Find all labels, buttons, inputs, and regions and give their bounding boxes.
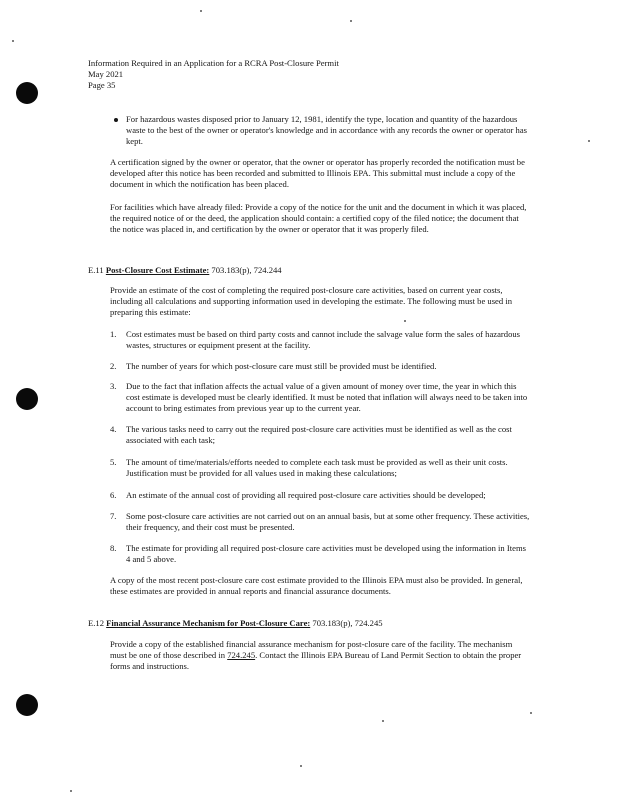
financial-assurance-text-b: . Contact the Illinois EPA Bureau of Land Permit Section to obtain the proper forms and instructions. xyxy=(110,650,522,671)
already-filed-text: For facilities which have already filed: Provide a copy of the notice for the unit and the document in which it was placed, the required notice of or the deed, the application should contain: a certified copy of the filed notice; the document that the notice was placed in, and certification by the owner or operator that it was properly filed. xyxy=(110,202,527,234)
list-item-text: An estimate of the annual cost of providing all required post-closure care activities should be developed; xyxy=(126,490,486,500)
scan-speck xyxy=(588,140,590,142)
list-item-text: Some post-closure care activities are not carried out on an annual basis, but at some other frequency. These activities, their frequency, and their cost must be presented. xyxy=(126,511,530,532)
bullet-item xyxy=(110,114,530,147)
financial-assurance-text xyxy=(110,639,530,672)
regulation-link[interactable]: 724.245 xyxy=(227,650,256,660)
cost-estimate-closing-text: A copy of the most recent post-closure care cost estimate provided to the Illinois EPA must also be provided. In general, these estimates are provided in annual reports and financial assurance documents. xyxy=(110,575,523,596)
section-refs: 703.183(p), 724.245 xyxy=(310,618,383,628)
financial-assurance-paragraph xyxy=(110,639,530,672)
list-item xyxy=(110,511,530,533)
list-item xyxy=(110,329,530,351)
scan-speck xyxy=(382,720,384,722)
bullet-icon xyxy=(114,118,118,122)
list-item-text: The amount of time/materials/efforts needed to complete each task must be provided as well as their unit costs. Justification must be provided for all values used in making these calculations; xyxy=(126,457,508,478)
scan-speck xyxy=(350,20,352,22)
scan-speck xyxy=(300,765,302,767)
punch-hole-middle xyxy=(16,388,38,410)
list-item xyxy=(110,424,530,446)
section-heading-e11 xyxy=(88,265,528,276)
scan-speck xyxy=(404,320,406,322)
list-item-number: 3. xyxy=(110,381,117,391)
list-item-text: The number of years for which post-closure care must still be provided must be identified. xyxy=(126,361,437,371)
list-item-number: 5. xyxy=(110,457,117,467)
scan-speck xyxy=(70,790,72,792)
already-filed-paragraph xyxy=(110,202,530,235)
section-heading-e12 xyxy=(88,618,528,629)
list-item-text: Cost estimates must be based on third party costs and cannot include the salvage value form the sales of hazardous wastes, structures or equipment present at the facility. xyxy=(126,329,521,350)
list-item xyxy=(110,490,530,501)
punch-hole-bottom xyxy=(16,694,38,716)
list-item xyxy=(110,361,530,372)
list-item xyxy=(110,543,530,565)
cost-estimate-intro xyxy=(110,285,530,318)
section-number: E.11 xyxy=(88,265,104,275)
cost-estimate-intro-text: Provide an estimate of the cost of completing the required post-closure care activities, based on current year costs, including all calculations and supporting information used in developing the estimate. The following must be used in preparing this estimate: xyxy=(110,285,513,317)
list-item xyxy=(110,381,530,414)
scan-speck xyxy=(200,10,202,12)
list-item-text: The estimate for providing all required post-closure care activities must be developed using the information in Items 4 and 5 above. xyxy=(126,543,526,564)
header-date: May 2021 xyxy=(88,69,124,79)
list-item-number: 6. xyxy=(110,490,117,500)
cost-estimate-closing xyxy=(110,575,530,597)
running-header xyxy=(88,58,508,91)
section-title: Financial Assurance Mechanism for Post-Closure Care: xyxy=(106,618,311,628)
header-title: Information Required in an Application for a RCRA Post-Closure Permit xyxy=(88,58,339,68)
header-page-number: Page 35 xyxy=(88,80,116,90)
certification-paragraph xyxy=(110,157,530,190)
section-number: E.12 xyxy=(88,618,104,628)
list-item-number: 4. xyxy=(110,424,117,434)
bullet-text: For hazardous wastes disposed prior to January 12, 1981, identify the type, location and quantity of the hazardous waste to the best of the owner or operator's knowledge and in accordance with any records the owner or operator has kept. xyxy=(126,114,528,146)
punch-hole-top xyxy=(16,82,38,104)
section-refs: 703.183(p), 724.244 xyxy=(209,265,282,275)
scan-speck xyxy=(530,712,532,714)
list-item-number: 1. xyxy=(110,329,117,339)
list-item-number: 2. xyxy=(110,361,117,371)
scan-speck xyxy=(12,40,14,42)
financial-assurance-text-a: Provide a copy of the established financial assurance mechanism for post-closure care of the facility. The mechanism must be one of those described in xyxy=(110,639,513,660)
certification-text: A certification signed by the owner or operator, that the owner or operator has properly recorded the notification must be developed after this notice has been recorded and submitted to Illinois EPA. This submittal must include a copy of the document in which the notification has been placed. xyxy=(110,157,525,189)
list-item-number: 7. xyxy=(110,511,117,521)
list-item-number: 8. xyxy=(110,543,117,553)
list-item xyxy=(110,457,530,479)
section-title: Post-Closure Cost Estimate: xyxy=(105,265,210,275)
list-item-text: The various tasks need to carry out the required post-closure care activities must be identified as well as the cost associated with each task; xyxy=(126,424,512,445)
list-item-text: Due to the fact that inflation affects the actual value of a given amount of money over time, the year in which this cost estimate is developed must be clearly identified. It must be noted that inflation will always need to be taken into account to bring estimates from previous year up to the current year. xyxy=(126,381,528,413)
